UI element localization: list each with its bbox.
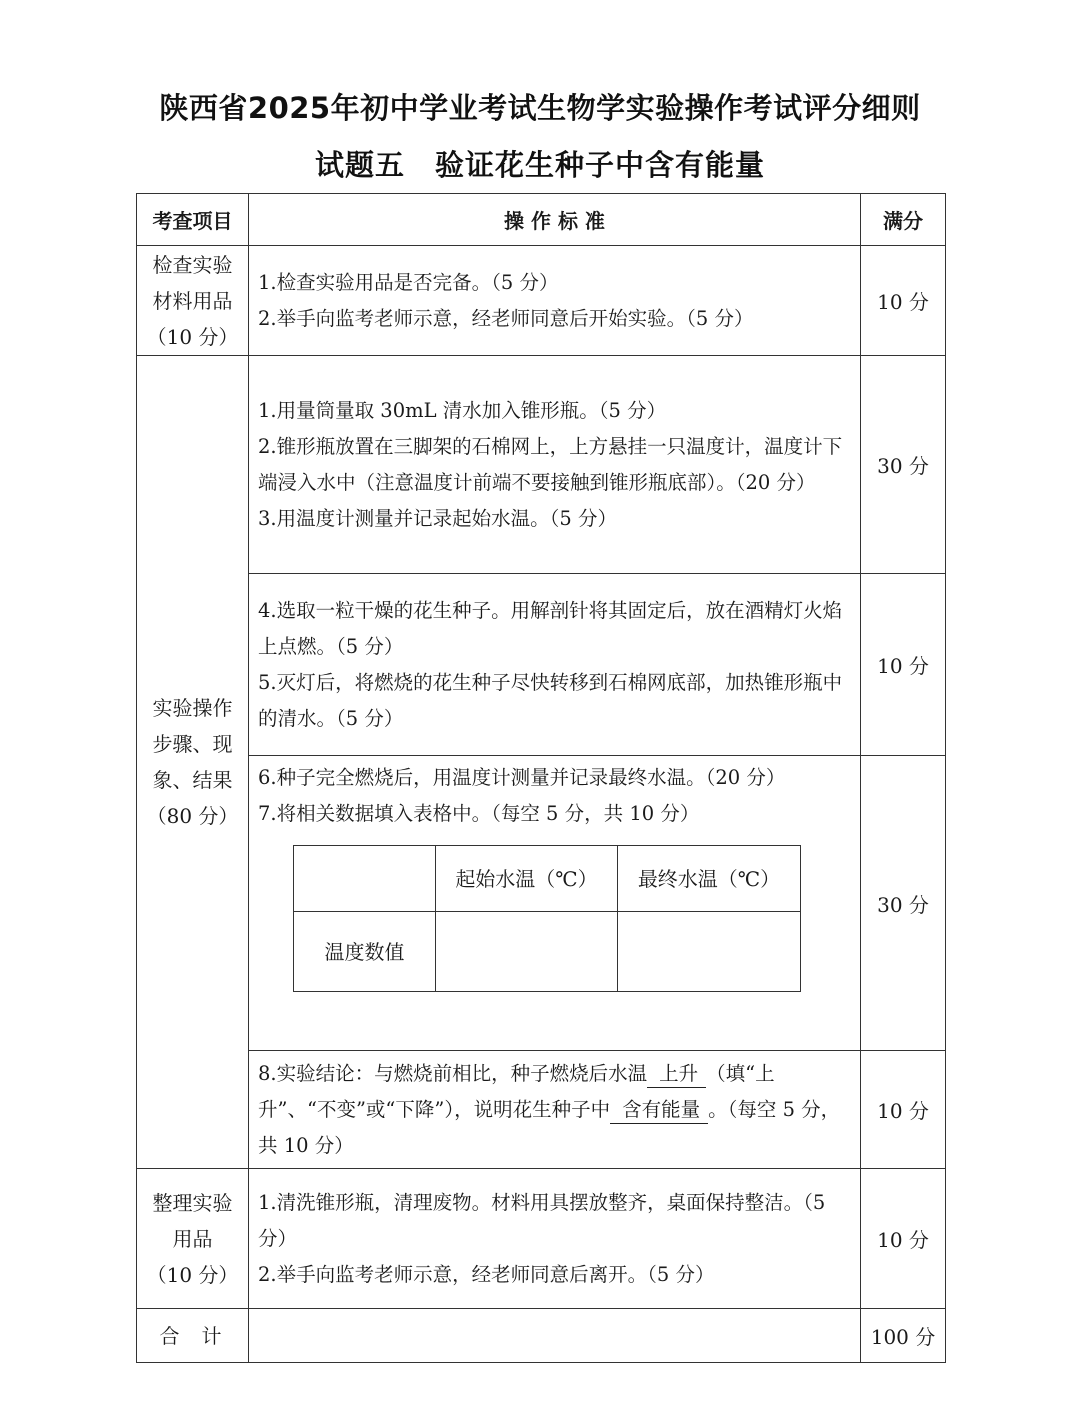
total-label: 合计 (137, 1309, 249, 1363)
table-row-check (137, 246, 946, 356)
step-text: 1.用量筒量取 30mL 清水加入锥形瓶。（5 分） (258, 398, 667, 422)
total-score: 100 分 (861, 1309, 946, 1363)
final-temp-cell (618, 912, 801, 992)
conclusion-text: 8.实验结论：与燃烧前相比，种子燃烧后水温 上升 （填“上升”、“不变”或“下降”），说明花生种子中 含有能量 。（每空 5 分，共 10 分） (258, 1061, 841, 1157)
temperature-table-corner (294, 846, 436, 912)
initial-temp-cell (436, 912, 618, 992)
total-empty-cell (249, 1309, 861, 1363)
score-operation-d: 10 分 (861, 1051, 946, 1169)
standard-operation-c (249, 756, 861, 1051)
step-text: 3.用温度计测量并记录起始水温。（5 分） (258, 506, 617, 530)
category-cleanup: 整理实验 用品 （10 分） (137, 1169, 249, 1309)
score-operation-c: 30 分 (861, 756, 946, 1051)
temperature-row-label: 温度数值 (294, 912, 436, 992)
score-operation-a: 30 分 (861, 356, 946, 574)
standard-cleanup (249, 1169, 861, 1309)
table-row-cleanup (137, 1169, 946, 1309)
standard-operation-d (249, 1051, 861, 1169)
document-title: 陕西省2025年初中学业考试生物学实验操作考试评分细则 (159, 91, 921, 125)
step-text: 2.举手向监考老师示意，经老师同意后离开。（5 分） (258, 1262, 715, 1286)
blank-answer-1: 上升 (647, 1061, 706, 1088)
table-row-total (137, 1309, 946, 1363)
table-row-operation-d (137, 1051, 946, 1169)
step-text: 6.种子完全燃烧后，用温度计测量并记录最终水温。（20 分） (258, 766, 786, 789)
step-text: 2.举手向监考老师示意，经老师同意后开始实验。（5 分） (258, 306, 754, 330)
document-subtitle: 试题五 验证花生种子中含有能量 (314, 148, 765, 182)
initial-temp-header: 起始水温（℃） (436, 846, 618, 912)
header-standard: 操 作 标 准 (249, 194, 861, 246)
score-operation-b: 10 分 (861, 574, 946, 756)
step-text: 2.锥形瓶放置在三脚架的石棉网上，上方悬挂一只温度计，温度计下端浸入水中（注意温度计前端不要接触到锥形瓶底部）。（20 分） (258, 434, 843, 494)
category-check: 检查实验 材料用品 （10 分） (137, 246, 249, 356)
step-text: 1.清洗锥形瓶，清理废物。材料用具摆放整齐，桌面保持整洁。（5 分） (258, 1190, 826, 1250)
table-row-operation-c (137, 756, 946, 1051)
step-text: 7.将相关数据填入表格中。（每空 5 分，共 10 分） (258, 802, 700, 825)
standard-operation-b (249, 574, 861, 756)
score-check: 10 分 (861, 246, 946, 356)
header-score: 满分 (861, 194, 946, 246)
header-item: 考查项目 (137, 194, 249, 246)
standard-check (249, 246, 861, 356)
table-row-operation-b (137, 574, 946, 756)
step-text: 5.灭灯后，将燃烧的花生种子尽快转移到石棉网底部，加热锥形瓶中的清水。（5 分） (258, 670, 843, 730)
table-row-operation-a (137, 356, 946, 574)
standard-operation-a (249, 356, 861, 574)
blank-answer-2: 含有能量 (610, 1097, 708, 1124)
scoring-table (136, 193, 946, 1363)
score-cleanup: 10 分 (861, 1169, 946, 1309)
final-temp-header: 最终水温（℃） (618, 846, 801, 912)
table-header-row (137, 194, 946, 246)
step-text: 4.选取一粒干燥的花生种子。用解剖针将其固定后，放在酒精灯火焰上点燃。（5 分） (258, 598, 843, 658)
step-text: 1.检查实验用品是否完备。（5 分） (258, 270, 559, 294)
temperature-table-row (294, 912, 801, 992)
temperature-table (293, 845, 801, 992)
temperature-table-header (294, 846, 801, 912)
category-operation: 实验操作 步骤、现 象、结果 （80 分） (137, 356, 249, 1169)
